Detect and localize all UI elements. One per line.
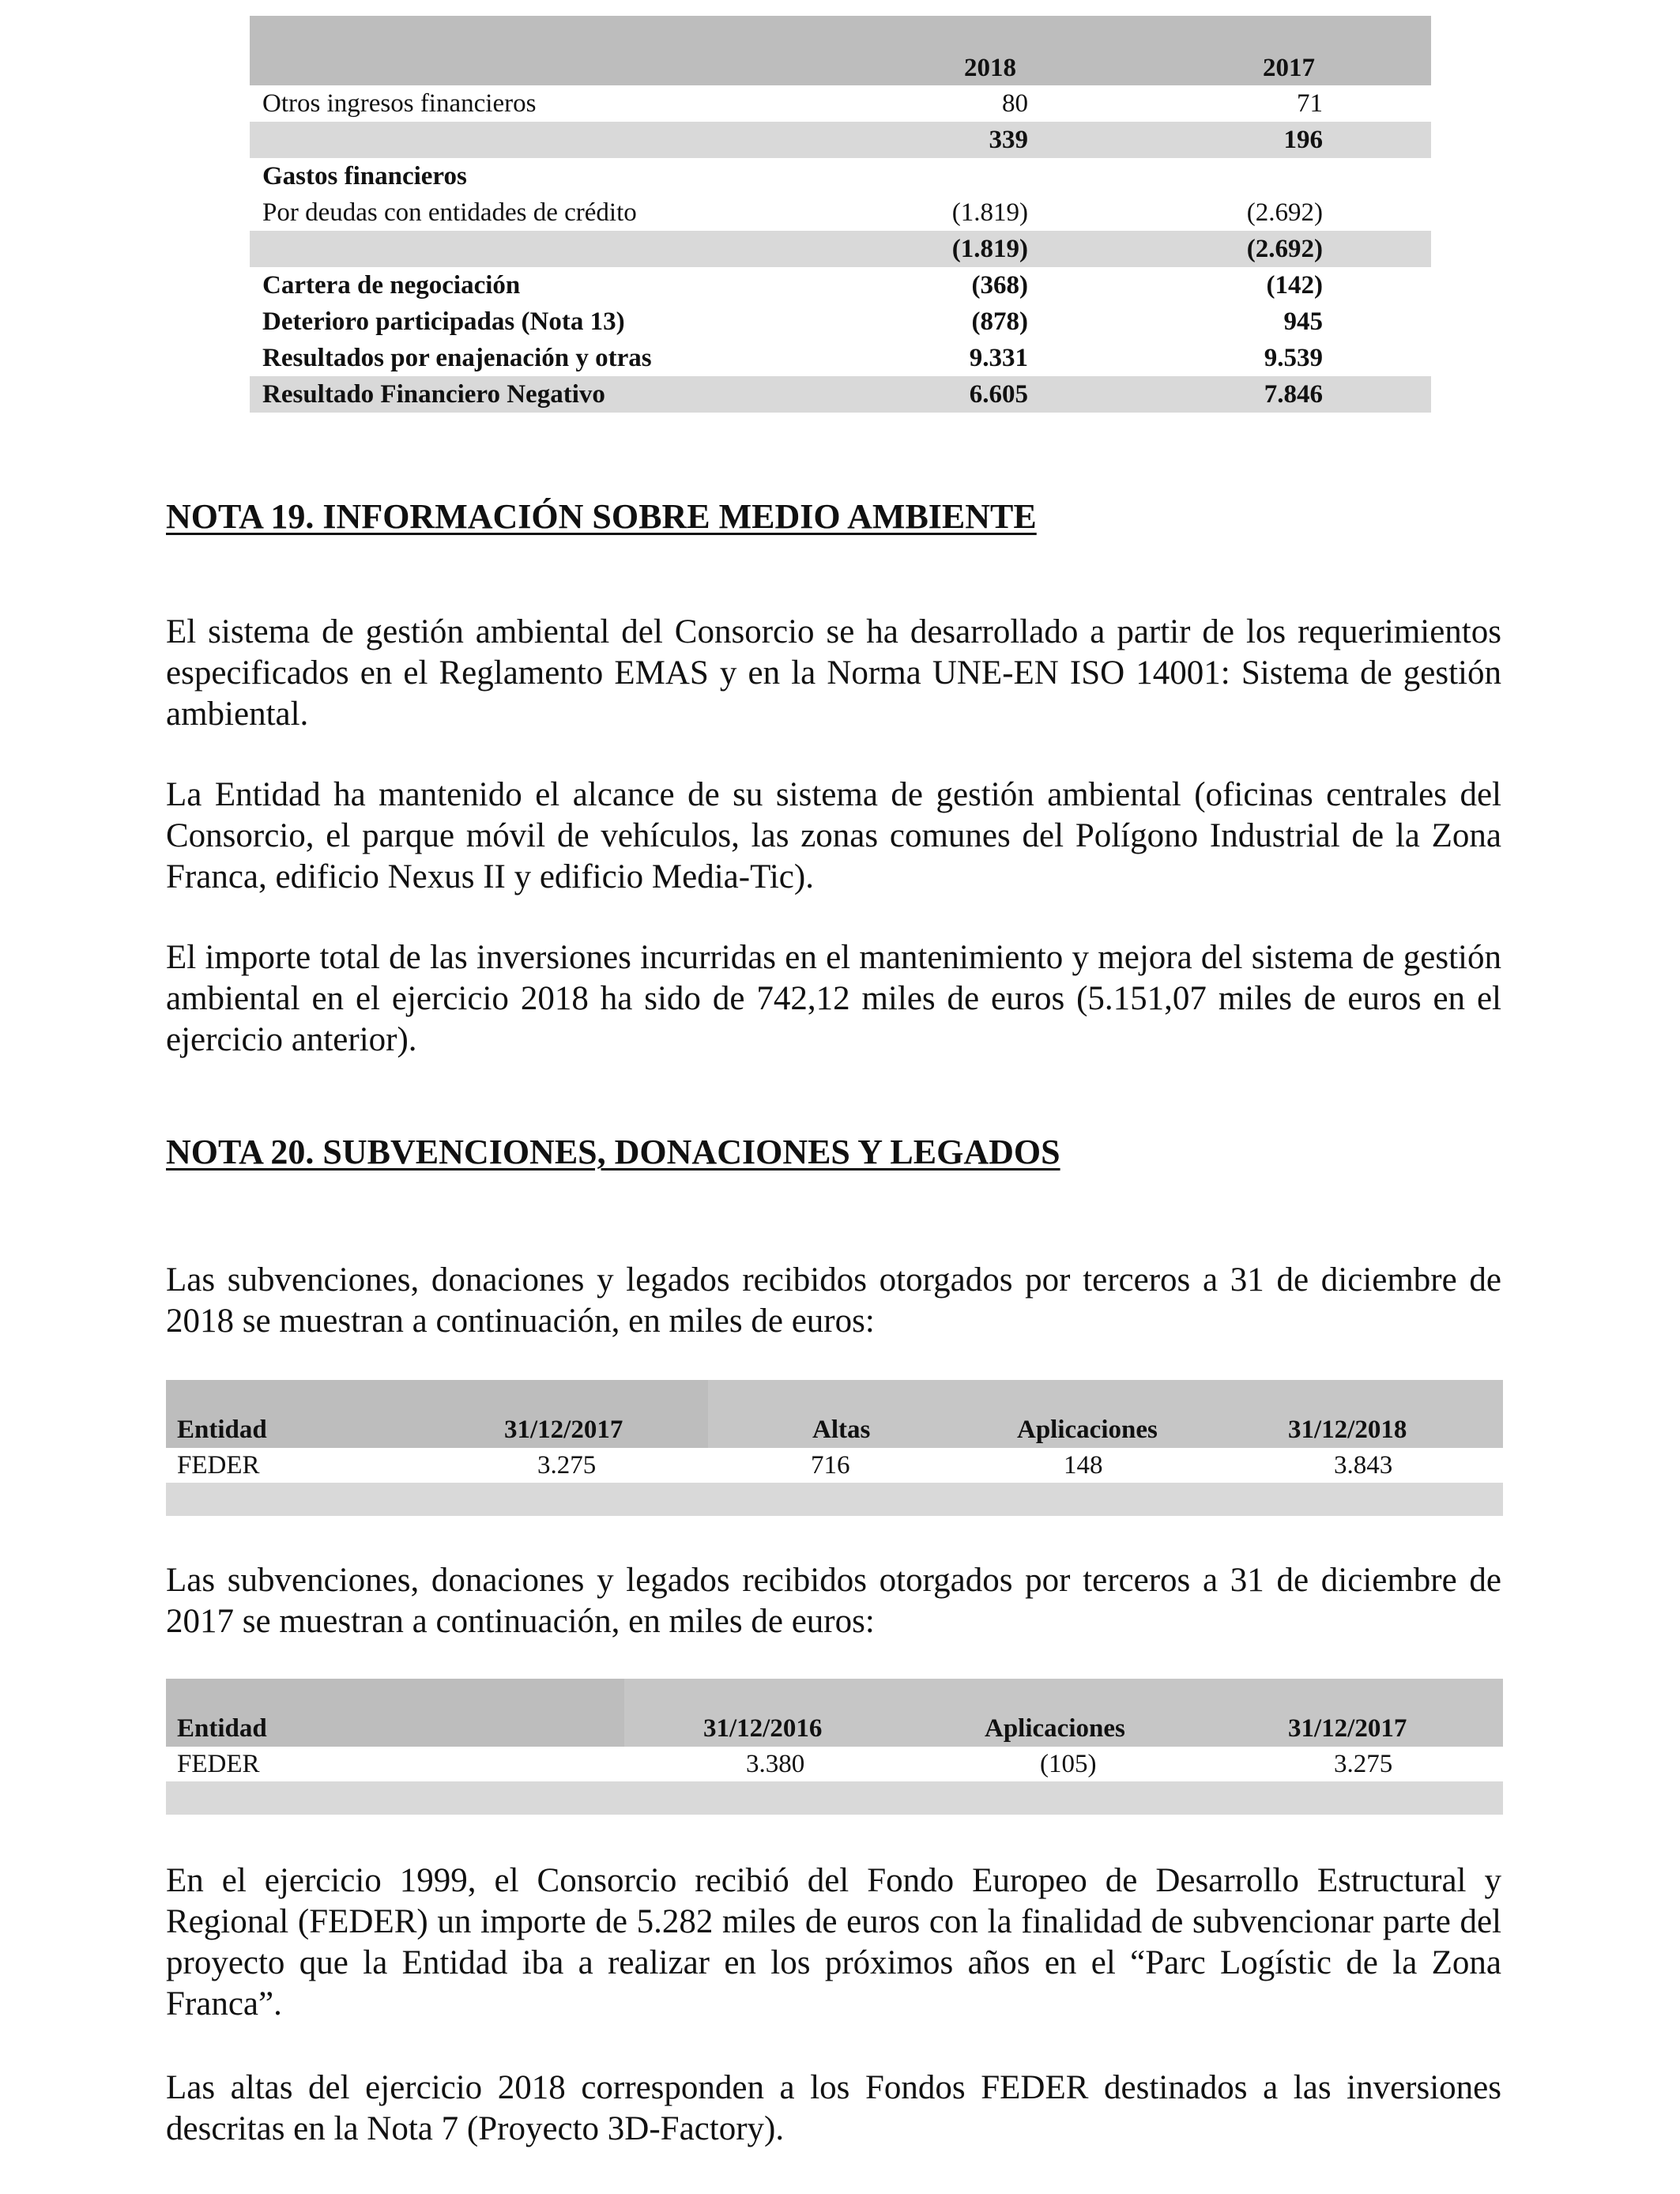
value-2017: (142) (1266, 271, 1323, 300)
value-2018: (1.819) (951, 235, 1028, 263)
col-fin: 31/12/2017 (1288, 1714, 1407, 1743)
table-row (166, 1448, 1503, 1483)
value-2017: (2.692) (1246, 235, 1323, 263)
col-altas: Altas (812, 1416, 871, 1444)
table-row (250, 85, 1431, 122)
nota20-title: NOTA 20. SUBVENCIONES, DONACIONES Y LEGADOS (166, 1133, 1060, 1171)
nota20-paragraph-1: Las subvenciones, donaciones y legados recibidos otorgados por terceros a 31 de diciembre de 2018 se muestran a continuación, en miles de euros: (166, 1261, 1501, 1340)
row-label: Deterioro participadas (Nota 13) (262, 307, 625, 336)
value-2017: 9.539 (1264, 344, 1323, 372)
value-2017: 7.846 (1264, 380, 1323, 409)
col-inicio: 31/12/2016 (703, 1714, 823, 1743)
value-2017: 71 (1297, 89, 1323, 118)
financial-result-table (250, 16, 1431, 413)
cell-aplicaciones: 148 (1064, 1451, 1103, 1480)
row-label: Resultados por enajenación y otras (262, 344, 652, 372)
cell-entidad: FEDER (177, 1750, 260, 1778)
cell-fin: 3.275 (1334, 1750, 1393, 1778)
table-row (250, 340, 1431, 376)
table-row (250, 158, 1431, 194)
table-row (250, 303, 1431, 340)
value-2018: 9.331 (969, 344, 1028, 372)
nota19-paragraph-2: La Entidad ha mantenido el alcance de su sistema de gestión ambiental (oficinas centrales del Consorcio, el parque móvil de vehículos, las zonas comunes del Polígono Industrial de la Zona Franca, edificio Nexus II y edificio Media-Tic). (166, 776, 1501, 895)
nota20-paragraph-4: Las altas del ejercicio 2018 corresponden a los Fondos FEDER destinados a las inversiones descritas en la Nota 7 (Proyecto 3D-Factory). (166, 2069, 1501, 2147)
header-2018: 2018 (964, 54, 1016, 82)
financial-table-header (250, 16, 1431, 85)
cell-fin: 3.843 (1334, 1451, 1393, 1480)
financial-table-body (250, 85, 1431, 413)
table-row (166, 1747, 1503, 1781)
value-2017: 945 (1283, 307, 1323, 336)
value-2018: 339 (989, 126, 1028, 154)
table-row (250, 231, 1431, 267)
table-empty-row (166, 1781, 1503, 1815)
table-empty-row (166, 1483, 1503, 1516)
nota19-paragraph-3: El importe total de las inversiones incurridas en el mantenimiento y mejora del sistema de gestión ambiental en el ejercicio 2018 ha sido de 742,12 miles de euros (5.151,07 miles de euros en el ejercicio anterior). (166, 939, 1501, 1058)
row-label: Otros ingresos financieros (262, 89, 537, 118)
row-label: Por deudas con entidades de crédito (262, 198, 637, 227)
nota19-title: NOTA 19. INFORMACIÓN SOBRE MEDIO AMBIENTE (166, 497, 1037, 536)
value-2018: (1.819) (951, 198, 1028, 227)
row-label: Resultado Financiero Negativo (262, 380, 605, 409)
nota20-paragraph-2: Las subvenciones, donaciones y legados recibidos otorgados por terceros a 31 de diciembre de 2017 se muestran a continuación, en miles de euros: (166, 1562, 1501, 1640)
cell-entidad: FEDER (177, 1451, 260, 1480)
table-row (250, 376, 1431, 413)
subvenciones-2017-table (166, 1679, 1503, 1815)
subvenciones-2018-header (166, 1380, 1503, 1448)
cell-inicio: 3.275 (537, 1451, 597, 1480)
cell-aplicaciones: (105) (1040, 1750, 1097, 1778)
col-inicio: 31/12/2017 (504, 1416, 623, 1444)
value-2018: (368) (971, 271, 1028, 300)
nota20-paragraph-3: En el ejercicio 1999, el Consorcio recibió del Fondo Europeo de Desarrollo Estructural y Regional (FEDER) un importe de 5.282 miles de euros con la finalidad de subvencionar parte del proyecto que la Entidad iba a realizar en los próximos años en el “Parc Logístic de la Zona Franca”. (166, 1862, 1501, 2022)
cell-altas: 716 (811, 1451, 850, 1480)
row-label: Cartera de negociación (262, 271, 521, 300)
col-entidad: Entidad (177, 1416, 267, 1444)
table-row (250, 122, 1431, 158)
nota19-paragraph-1: El sistema de gestión ambiental del Consorcio se ha desarrollado a partir de los requerimientos especificados en el Reglamento EMAS y en la Norma UNE-EN ISO 14001: Sistema de gestión ambiental. (166, 613, 1501, 733)
col-fin: 31/12/2018 (1288, 1416, 1407, 1444)
value-2017: (2.692) (1246, 198, 1323, 227)
subvenciones-2018-table (166, 1380, 1503, 1516)
value-2018: (878) (971, 307, 1028, 336)
col-entidad: Entidad (177, 1714, 267, 1743)
row-label: Gastos financieros (262, 162, 467, 190)
header-2017: 2017 (1263, 54, 1315, 82)
table-row (250, 267, 1431, 303)
cell-inicio: 3.380 (746, 1750, 805, 1778)
table-row (250, 194, 1431, 231)
col-aplicaciones: Aplicaciones (985, 1714, 1125, 1743)
subvenciones-2017-header (166, 1679, 1503, 1747)
value-2018: 6.605 (969, 380, 1028, 409)
value-2017: 196 (1283, 126, 1323, 154)
col-aplicaciones: Aplicaciones (1017, 1416, 1158, 1444)
value-2018: 80 (1002, 89, 1028, 118)
